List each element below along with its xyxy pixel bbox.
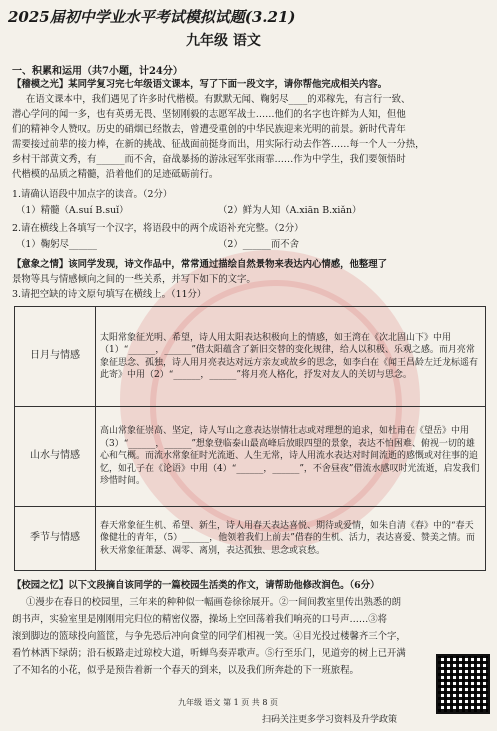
q2-blank-b: （2）______而不舍 (218, 239, 299, 250)
q1-stem: 1.请确认语段中加点字的读音。（2分） (12, 189, 173, 200)
scene2-intro: 【意象之情】该同学发现，诗文作品中，常常通过描绘自然景物来表达内心情感，他整理了 (12, 259, 388, 270)
q3-stem: 3.请把空缺的诗文原句填写在横线上。（11分） (12, 289, 207, 300)
q1-option-a: （1）精髓（A.suí B.suǐ） (16, 205, 129, 216)
q1-option-b: （2）鲜为人知（A.xiān B.xiǎn） (218, 205, 362, 216)
table-category: 日月与情感 (15, 307, 96, 407)
poem-table (14, 306, 486, 571)
table-row (15, 507, 486, 571)
scene1-line: 在语文课本中，我们遇见了许多时代楷模。有默默无闻、鞠躬尽____的邓稼先，有言行一致、 (26, 94, 411, 105)
page-footer: 九年级 语文 第 1 页 共 8 页 (178, 698, 278, 707)
scene3-intro: 【校园之忆】以下文段摘自该同学的一篇校园生活类的作文，请帮助他修改润色。（6分） (12, 580, 380, 591)
q2-blank-a: （1）鞠躬尽______ (16, 239, 97, 250)
scene1-intro: 【稽模之光】某同学复习完七年级语文课本，写了下面一段文字，请你帮他完成相关内容。 (12, 79, 388, 90)
section-heading: 一、积累和运用（共7小题，计24分） (12, 66, 183, 77)
table-row (15, 407, 486, 507)
scene3-line: 看竹林洒下绿荫；沿石板路走过琼校大道，听蝉鸟奏弄歌声。⑤行至乐门，见道旁的树上已开满 (12, 648, 406, 659)
q2-stem: 2.请在横线上各填写一个汉字，将语段中的两个成语补充完整。（2分） (12, 223, 304, 234)
table-text: 太阳常象征光明、希望，诗人用太阳表达积极向上的情感，如王湾在《次北固山下》中用（1）“______，______”借太阳蕴含了新旧交替的变化规律，给人以积极、乐观之感。而月亮常象征思念、孤独，诗人用月亮表达对远方亲友或故乡的思念，如李白在《闻王昌龄左迁龙标遥有此寄》中用（2）“______，______”将月亮人格化，抒发对友人的关切与思念。 (96, 307, 486, 407)
scene3-line: 滚到脚边的篮球投向篮筐，与争先恐后冲向食堂的同学们相视一笑。④目光投过楼馨齐三个字， (12, 631, 406, 642)
qr-code-icon[interactable] (436, 654, 490, 714)
scene1-line: 乡村干部黄文秀，有______而不舍，奋战暴扬的游泳冠军张雨霏……作为中学生，我们要领悟时 (12, 154, 406, 165)
exam-title: 2025届初中学业水平考试模拟试题(3.21) (8, 8, 296, 26)
scene3-line: 了不知名的小花，似乎是预告着新一个春天的到来，以及我们所奔赴的下一班旅程。 (12, 665, 359, 676)
qr-caption: 扫码关注更多学习资料及升学政策 (262, 715, 398, 725)
table-category: 山水与情感 (15, 407, 96, 507)
scene1-line: 代楷模的品质之精髓，沿着他们的足迹砥砺前行。 (12, 169, 219, 180)
scene3-line: ①漫步在春日的校园里，三年来的种种似一幅画卷徐徐展开。②一间间教室里传出熟悉的朗 (26, 597, 402, 608)
exam-subtitle: 九年级 语文 (186, 33, 261, 49)
scene1-line: 们的精神令人赞叹。历史的硝烟已经散去，曾遭受重创的中华民族迎来光明的前景。新时代青年 (12, 124, 406, 135)
table-text: 高山常象征崇高、坚定，诗人写山之意表达崇情壮志或对理想的追求，如杜甫在《望岳》中用（3）“______，______”想象登临泰山最高峰后放眼四望的景象，表达不怕困难、俯视一切的雄心和气概。而流水常象征时光流逝、人生无常，诗人用流水表达对时间流逝的感慨或对往事的追忆，如孔子在《论语》中用（4）“______，______”，不舍昼夜”借流水感叹时光流逝，启发我们珍惜时间。 (96, 407, 486, 507)
scene2-line: 景物等具与情感倾向之间的一些关系，并写下如下的文字。 (12, 274, 256, 285)
scene3-line: 朗书声，实验室里是刚刚用完归位的精密仪器，操场上空回荡着我们响亮的口号声……③将 (12, 614, 388, 625)
scene1-line: 需要接过前辈的接力棒，在新的挑战、征战面前挺身而出，用实际行动去作答……每一个人一分热， (12, 139, 425, 150)
table-row (15, 307, 486, 407)
table-text: 春天常象征生机、希望、新生，诗人用春天表达喜悦、期待或爱情，如朱自清《春》中的“春天像健壮的青年，（5）______，他领着我们上前去”借春的生机、活力，表达喜爱、赞美之情。而秋天常象征萧瑟、凋零、离别，表达孤独、思念或哀愁。 (96, 507, 486, 571)
table-category: 季节与情感 (15, 507, 96, 571)
scene1-line: 潜心学问的闻一多，也有英勇无畏、坚韧刚毅的志愿军战士……他们的名字也许鲜为人知，但他 (12, 109, 406, 120)
